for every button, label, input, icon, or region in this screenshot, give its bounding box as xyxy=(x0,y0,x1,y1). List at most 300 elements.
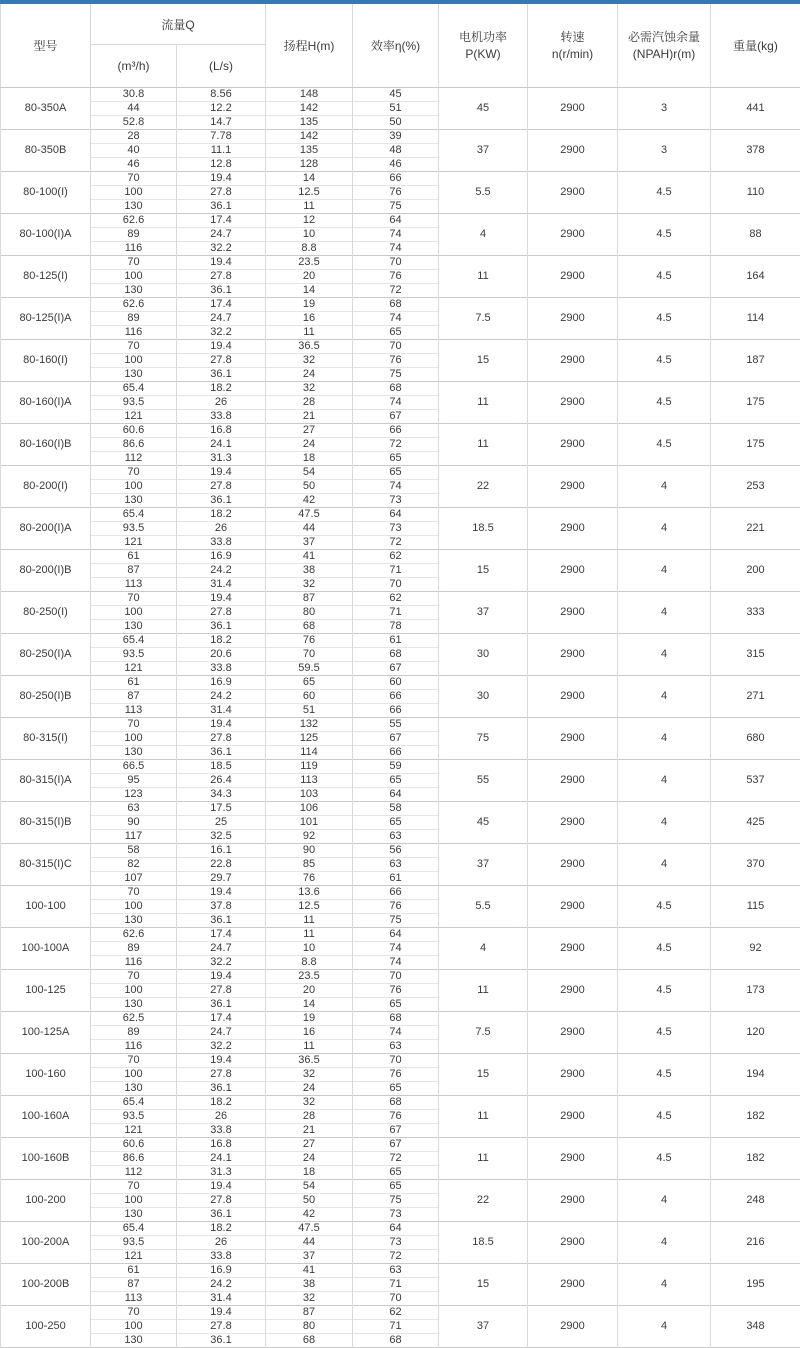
flow-m3h-cell: 65.4 xyxy=(91,1096,177,1110)
flow-ls-cell: 19.4 xyxy=(177,1306,266,1320)
head-cell: 47.5 xyxy=(266,508,353,522)
npsh-cell: 4.5 xyxy=(618,382,711,424)
efficiency-cell: 60 xyxy=(353,676,439,690)
efficiency-cell: 71 xyxy=(353,1278,439,1292)
head-cell: 21 xyxy=(266,1124,353,1138)
npsh-cell: 4.5 xyxy=(618,214,711,256)
header-speed xyxy=(528,4,618,88)
power-cell: 30 xyxy=(439,676,528,718)
speed-cell: 2900 xyxy=(528,886,618,928)
flow-m3h-cell: 121 xyxy=(91,662,177,676)
spec-table-body xyxy=(1,88,800,1348)
efficiency-cell: 66 xyxy=(353,690,439,704)
head-cell: 68 xyxy=(266,1334,353,1348)
npsh-cell: 4.5 xyxy=(618,1054,711,1096)
flow-ls-cell: 31.4 xyxy=(177,578,266,592)
head-cell: 11 xyxy=(266,1040,353,1054)
weight-cell: 315 xyxy=(711,634,800,676)
efficiency-cell: 65 xyxy=(353,1180,439,1194)
efficiency-cell: 63 xyxy=(353,1264,439,1278)
flow-ls-cell: 26.4 xyxy=(177,774,266,788)
flow-m3h-cell: 60.6 xyxy=(91,1138,177,1152)
flow-m3h-cell: 66.5 xyxy=(91,760,177,774)
flow-m3h-cell: 65.4 xyxy=(91,508,177,522)
flow-m3h-cell: 112 xyxy=(91,1166,177,1180)
flow-ls-cell: 18.2 xyxy=(177,382,266,396)
efficiency-cell: 64 xyxy=(353,214,439,228)
flow-m3h-cell: 95 xyxy=(91,774,177,788)
weight-cell: 92 xyxy=(711,928,800,970)
flow-m3h-cell: 86.6 xyxy=(91,1152,177,1166)
flow-m3h-cell: 121 xyxy=(91,1250,177,1264)
flow-ls-cell: 33.8 xyxy=(177,1250,266,1264)
efficiency-cell: 66 xyxy=(353,172,439,186)
head-cell: 148 xyxy=(266,88,353,102)
head-cell: 12.5 xyxy=(266,186,353,200)
flow-m3h-cell: 70 xyxy=(91,886,177,900)
head-cell: 13.6 xyxy=(266,886,353,900)
flow-m3h-cell: 89 xyxy=(91,1026,177,1040)
weight-cell: 248 xyxy=(711,1180,800,1222)
efficiency-cell: 76 xyxy=(353,1068,439,1082)
efficiency-cell: 64 xyxy=(353,788,439,802)
head-cell: 14 xyxy=(266,998,353,1012)
npsh-cell: 4.5 xyxy=(618,928,711,970)
efficiency-cell: 70 xyxy=(353,1054,439,1068)
model-group-row xyxy=(1,1222,800,1236)
flow-m3h-cell: 130 xyxy=(91,494,177,508)
weight-cell: 187 xyxy=(711,340,800,382)
model-group-row xyxy=(1,382,800,396)
model-group-row xyxy=(1,298,800,312)
power-cell: 45 xyxy=(439,88,528,130)
flow-ls-cell: 19.4 xyxy=(177,172,266,186)
flow-ls-cell: 26 xyxy=(177,396,266,410)
pump-spec-table xyxy=(0,4,800,1348)
flow-m3h-cell: 100 xyxy=(91,1068,177,1082)
npsh-cell: 4 xyxy=(618,676,711,718)
efficiency-cell: 59 xyxy=(353,760,439,774)
model-cell: 80-160(I)A xyxy=(1,382,91,424)
flow-m3h-cell: 70 xyxy=(91,1054,177,1068)
head-cell: 32 xyxy=(266,382,353,396)
weight-cell: 173 xyxy=(711,970,800,1012)
head-cell: 135 xyxy=(266,144,353,158)
model-group-row xyxy=(1,1138,800,1152)
weight-cell: 370 xyxy=(711,844,800,886)
weight-cell: 680 xyxy=(711,718,800,760)
weight-cell: 114 xyxy=(711,298,800,340)
speed-cell: 2900 xyxy=(528,298,618,340)
flow-ls-cell: 36.1 xyxy=(177,914,266,928)
efficiency-cell: 72 xyxy=(353,536,439,550)
efficiency-cell: 76 xyxy=(353,270,439,284)
flow-m3h-cell: 70 xyxy=(91,718,177,732)
flow-m3h-cell: 89 xyxy=(91,942,177,956)
head-cell: 76 xyxy=(266,634,353,648)
flow-ls-cell: 32.2 xyxy=(177,1040,266,1054)
head-cell: 132 xyxy=(266,718,353,732)
flow-m3h-cell: 61 xyxy=(91,550,177,564)
speed-cell: 2900 xyxy=(528,424,618,466)
speed-cell: 2900 xyxy=(528,1054,618,1096)
efficiency-cell: 65 xyxy=(353,1082,439,1096)
speed-cell: 2900 xyxy=(528,382,618,424)
speed-cell: 2900 xyxy=(528,592,618,634)
flow-m3h-cell: 87 xyxy=(91,690,177,704)
efficiency-cell: 39 xyxy=(353,130,439,144)
efficiency-cell: 66 xyxy=(353,424,439,438)
flow-m3h-cell: 116 xyxy=(91,242,177,256)
efficiency-cell: 65 xyxy=(353,452,439,466)
flow-ls-cell: 20.6 xyxy=(177,648,266,662)
flow-m3h-cell: 60.6 xyxy=(91,424,177,438)
npsh-cell: 3 xyxy=(618,88,711,130)
flow-m3h-cell: 100 xyxy=(91,732,177,746)
power-cell: 15 xyxy=(439,550,528,592)
efficiency-cell: 67 xyxy=(353,1124,439,1138)
npsh-cell: 3 xyxy=(618,130,711,172)
flow-m3h-cell: 62.6 xyxy=(91,214,177,228)
flow-m3h-cell: 100 xyxy=(91,1194,177,1208)
flow-ls-cell: 27.8 xyxy=(177,354,266,368)
speed-cell: 2900 xyxy=(528,340,618,382)
head-cell: 87 xyxy=(266,592,353,606)
head-cell: 24 xyxy=(266,1082,353,1096)
power-cell: 15 xyxy=(439,1264,528,1306)
efficiency-cell: 56 xyxy=(353,844,439,858)
model-cell: 100-250 xyxy=(1,1306,91,1348)
efficiency-cell: 66 xyxy=(353,886,439,900)
efficiency-cell: 66 xyxy=(353,746,439,760)
model-group-row xyxy=(1,1264,800,1278)
power-cell: 11 xyxy=(439,424,528,466)
model-cell: 80-350A xyxy=(1,88,91,130)
model-cell: 80-160(I)B xyxy=(1,424,91,466)
head-cell: 142 xyxy=(266,130,353,144)
model-cell: 100-200B xyxy=(1,1264,91,1306)
flow-m3h-cell: 112 xyxy=(91,452,177,466)
head-cell: 37 xyxy=(266,1250,353,1264)
power-cell: 7.5 xyxy=(439,1012,528,1054)
power-cell: 22 xyxy=(439,1180,528,1222)
flow-m3h-cell: 65.4 xyxy=(91,382,177,396)
header-npsh-line1: 必需汽蚀余量 xyxy=(618,29,710,45)
npsh-cell: 4 xyxy=(618,718,711,760)
speed-cell: 2900 xyxy=(528,1222,618,1264)
flow-m3h-cell: 93.5 xyxy=(91,648,177,662)
speed-cell: 2900 xyxy=(528,130,618,172)
flow-ls-cell: 31.4 xyxy=(177,704,266,718)
head-cell: 101 xyxy=(266,816,353,830)
head-cell: 19 xyxy=(266,298,353,312)
weight-cell: 378 xyxy=(711,130,800,172)
head-cell: 60 xyxy=(266,690,353,704)
flow-ls-cell: 24.2 xyxy=(177,1278,266,1292)
power-cell: 11 xyxy=(439,382,528,424)
flow-m3h-cell: 89 xyxy=(91,312,177,326)
flow-ls-cell: 16.9 xyxy=(177,1264,266,1278)
efficiency-cell: 70 xyxy=(353,256,439,270)
flow-m3h-cell: 63 xyxy=(91,802,177,816)
head-cell: 42 xyxy=(266,494,353,508)
head-cell: 32 xyxy=(266,1292,353,1306)
speed-cell: 2900 xyxy=(528,466,618,508)
head-cell: 42 xyxy=(266,1208,353,1222)
flow-ls-cell: 36.1 xyxy=(177,494,266,508)
head-cell: 10 xyxy=(266,228,353,242)
flow-ls-cell: 36.1 xyxy=(177,620,266,634)
weight-cell: 253 xyxy=(711,466,800,508)
head-cell: 14 xyxy=(266,284,353,298)
model-group-row xyxy=(1,424,800,438)
flow-ls-cell: 34.3 xyxy=(177,788,266,802)
head-cell: 106 xyxy=(266,802,353,816)
weight-cell: 537 xyxy=(711,760,800,802)
model-cell: 100-125 xyxy=(1,970,91,1012)
header-flow-ls: (L/s) xyxy=(177,45,266,88)
flow-m3h-cell: 130 xyxy=(91,914,177,928)
model-cell: 100-100A xyxy=(1,928,91,970)
power-cell: 18.5 xyxy=(439,508,528,550)
flow-ls-cell: 27.8 xyxy=(177,984,266,998)
model-group-row xyxy=(1,718,800,732)
flow-m3h-cell: 87 xyxy=(91,564,177,578)
model-cell: 100-160 xyxy=(1,1054,91,1096)
speed-cell: 2900 xyxy=(528,88,618,130)
npsh-cell: 4.5 xyxy=(618,1012,711,1054)
efficiency-cell: 71 xyxy=(353,606,439,620)
head-cell: 21 xyxy=(266,410,353,424)
flow-ls-cell: 7.78 xyxy=(177,130,266,144)
weight-cell: 200 xyxy=(711,550,800,592)
head-cell: 50 xyxy=(266,1194,353,1208)
head-cell: 18 xyxy=(266,1166,353,1180)
power-cell: 45 xyxy=(439,802,528,844)
efficiency-cell: 74 xyxy=(353,242,439,256)
head-cell: 23.5 xyxy=(266,256,353,270)
flow-ls-cell: 16.9 xyxy=(177,550,266,564)
power-cell: 11 xyxy=(439,1096,528,1138)
efficiency-cell: 65 xyxy=(353,1166,439,1180)
weight-cell: 182 xyxy=(711,1138,800,1180)
flow-ls-cell: 16.8 xyxy=(177,424,266,438)
flow-ls-cell: 19.4 xyxy=(177,970,266,984)
flow-m3h-cell: 93.5 xyxy=(91,1236,177,1250)
efficiency-cell: 68 xyxy=(353,1012,439,1026)
head-cell: 14 xyxy=(266,172,353,186)
flow-ls-cell: 24.2 xyxy=(177,564,266,578)
flow-m3h-cell: 100 xyxy=(91,1320,177,1334)
flow-m3h-cell: 130 xyxy=(91,620,177,634)
flow-ls-cell: 24.1 xyxy=(177,438,266,452)
flow-m3h-cell: 82 xyxy=(91,858,177,872)
npsh-cell: 4 xyxy=(618,760,711,802)
head-cell: 27 xyxy=(266,1138,353,1152)
efficiency-cell: 68 xyxy=(353,382,439,396)
efficiency-cell: 70 xyxy=(353,1292,439,1306)
npsh-cell: 4.5 xyxy=(618,886,711,928)
flow-m3h-cell: 93.5 xyxy=(91,522,177,536)
npsh-cell: 4 xyxy=(618,1264,711,1306)
flow-ls-cell: 27.8 xyxy=(177,270,266,284)
flow-m3h-cell: 44 xyxy=(91,102,177,116)
model-cell: 100-100 xyxy=(1,886,91,928)
flow-ls-cell: 31.3 xyxy=(177,452,266,466)
model-cell: 80-250(I) xyxy=(1,592,91,634)
model-group-row xyxy=(1,592,800,606)
flow-m3h-cell: 62.6 xyxy=(91,928,177,942)
flow-m3h-cell: 113 xyxy=(91,578,177,592)
speed-cell: 2900 xyxy=(528,550,618,592)
flow-ls-cell: 19.4 xyxy=(177,592,266,606)
flow-m3h-cell: 130 xyxy=(91,746,177,760)
model-cell: 80-250(I)B xyxy=(1,676,91,718)
speed-cell: 2900 xyxy=(528,1096,618,1138)
efficiency-cell: 72 xyxy=(353,1250,439,1264)
flow-ls-cell: 36.1 xyxy=(177,1208,266,1222)
power-cell: 5.5 xyxy=(439,172,528,214)
head-cell: 80 xyxy=(266,606,353,620)
header-efficiency: 效率η(%) xyxy=(353,4,439,88)
flow-ls-cell: 33.8 xyxy=(177,662,266,676)
efficiency-cell: 64 xyxy=(353,928,439,942)
head-cell: 28 xyxy=(266,1110,353,1124)
model-cell: 80-100(I) xyxy=(1,172,91,214)
head-cell: 8.8 xyxy=(266,956,353,970)
flow-ls-cell: 18.2 xyxy=(177,1222,266,1236)
flow-ls-cell: 27.8 xyxy=(177,1194,266,1208)
flow-ls-cell: 19.4 xyxy=(177,340,266,354)
head-cell: 24 xyxy=(266,1152,353,1166)
flow-ls-cell: 16.8 xyxy=(177,1138,266,1152)
flow-ls-cell: 24.7 xyxy=(177,1026,266,1040)
head-cell: 103 xyxy=(266,788,353,802)
flow-ls-cell: 16.9 xyxy=(177,676,266,690)
speed-cell: 2900 xyxy=(528,760,618,802)
flow-m3h-cell: 100 xyxy=(91,354,177,368)
flow-ls-cell: 19.4 xyxy=(177,718,266,732)
head-cell: 32 xyxy=(266,578,353,592)
speed-cell: 2900 xyxy=(528,844,618,886)
power-cell: 4 xyxy=(439,214,528,256)
flow-ls-cell: 27.8 xyxy=(177,1068,266,1082)
flow-ls-cell: 37.8 xyxy=(177,900,266,914)
head-cell: 128 xyxy=(266,158,353,172)
flow-ls-cell: 33.8 xyxy=(177,1124,266,1138)
speed-cell: 2900 xyxy=(528,970,618,1012)
flow-ls-cell: 24.7 xyxy=(177,942,266,956)
weight-cell: 164 xyxy=(711,256,800,298)
efficiency-cell: 70 xyxy=(353,340,439,354)
model-group-row xyxy=(1,1012,800,1026)
efficiency-cell: 65 xyxy=(353,326,439,340)
npsh-cell: 4.5 xyxy=(618,172,711,214)
weight-cell: 216 xyxy=(711,1222,800,1264)
efficiency-cell: 67 xyxy=(353,1138,439,1152)
efficiency-cell: 58 xyxy=(353,802,439,816)
flow-ls-cell: 14.7 xyxy=(177,116,266,130)
head-cell: 65 xyxy=(266,676,353,690)
weight-cell: 88 xyxy=(711,214,800,256)
header-head: 扬程H(m) xyxy=(266,4,353,88)
efficiency-cell: 67 xyxy=(353,410,439,424)
header-speed-line1: 转速 xyxy=(528,29,617,45)
speed-cell: 2900 xyxy=(528,1306,618,1348)
flow-m3h-cell: 70 xyxy=(91,340,177,354)
head-cell: 24 xyxy=(266,368,353,382)
model-group-row xyxy=(1,634,800,648)
flow-m3h-cell: 65.4 xyxy=(91,634,177,648)
model-cell: 80-315(I)A xyxy=(1,760,91,802)
model-cell: 100-125A xyxy=(1,1012,91,1054)
model-group-row xyxy=(1,928,800,942)
efficiency-cell: 73 xyxy=(353,494,439,508)
efficiency-cell: 67 xyxy=(353,732,439,746)
speed-cell: 2900 xyxy=(528,634,618,676)
model-cell: 100-160A xyxy=(1,1096,91,1138)
model-group-row xyxy=(1,970,800,984)
flow-ls-cell: 36.1 xyxy=(177,998,266,1012)
efficiency-cell: 75 xyxy=(353,914,439,928)
efficiency-cell: 66 xyxy=(353,704,439,718)
efficiency-cell: 51 xyxy=(353,102,439,116)
weight-cell: 441 xyxy=(711,88,800,130)
header-speed-line2: n(r/min) xyxy=(528,46,617,62)
efficiency-cell: 76 xyxy=(353,1110,439,1124)
model-group-row xyxy=(1,886,800,900)
head-cell: 36.5 xyxy=(266,1054,353,1068)
model-cell: 80-315(I)B xyxy=(1,802,91,844)
power-cell: 37 xyxy=(439,592,528,634)
head-cell: 114 xyxy=(266,746,353,760)
head-cell: 28 xyxy=(266,396,353,410)
head-cell: 18 xyxy=(266,452,353,466)
model-cell: 80-125(I) xyxy=(1,256,91,298)
efficiency-cell: 74 xyxy=(353,1026,439,1040)
power-cell: 11 xyxy=(439,256,528,298)
model-group-row xyxy=(1,1096,800,1110)
npsh-cell: 4.5 xyxy=(618,256,711,298)
flow-ls-cell: 36.1 xyxy=(177,746,266,760)
speed-cell: 2900 xyxy=(528,214,618,256)
npsh-cell: 4.5 xyxy=(618,1096,711,1138)
flow-m3h-cell: 70 xyxy=(91,970,177,984)
flow-ls-cell: 36.1 xyxy=(177,368,266,382)
power-cell: 37 xyxy=(439,130,528,172)
efficiency-cell: 55 xyxy=(353,718,439,732)
efficiency-cell: 63 xyxy=(353,858,439,872)
flow-m3h-cell: 113 xyxy=(91,704,177,718)
efficiency-cell: 73 xyxy=(353,1236,439,1250)
head-cell: 90 xyxy=(266,844,353,858)
head-cell: 38 xyxy=(266,1278,353,1292)
flow-ls-cell: 22.8 xyxy=(177,858,266,872)
flow-m3h-cell: 121 xyxy=(91,410,177,424)
efficiency-cell: 48 xyxy=(353,144,439,158)
flow-m3h-cell: 52.8 xyxy=(91,116,177,130)
model-group-row xyxy=(1,88,800,102)
weight-cell: 195 xyxy=(711,1264,800,1306)
weight-cell: 194 xyxy=(711,1054,800,1096)
efficiency-cell: 61 xyxy=(353,872,439,886)
efficiency-cell: 74 xyxy=(353,312,439,326)
power-cell: 18.5 xyxy=(439,1222,528,1264)
flow-m3h-cell: 130 xyxy=(91,284,177,298)
head-cell: 32 xyxy=(266,354,353,368)
model-group-row xyxy=(1,340,800,354)
model-group-row xyxy=(1,508,800,522)
